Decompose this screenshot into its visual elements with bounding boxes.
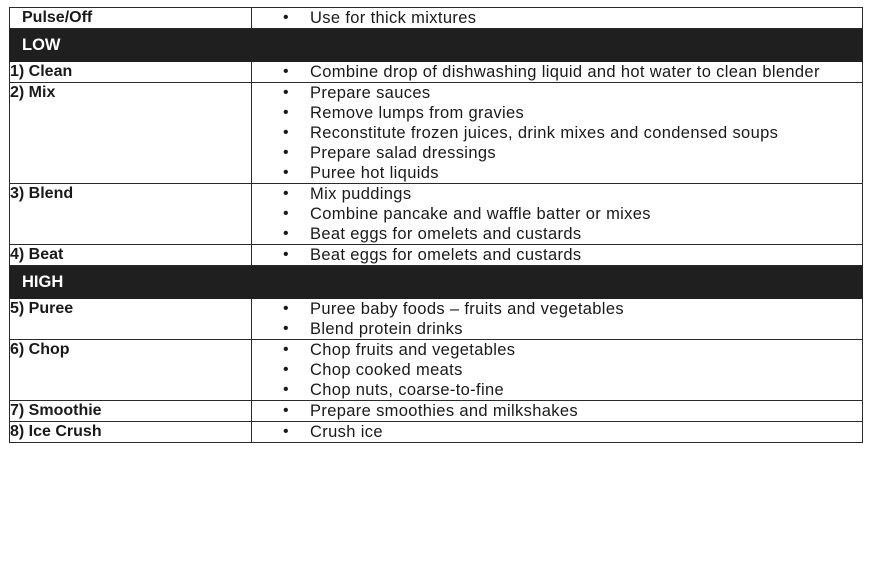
use-item (252, 422, 862, 442)
use-text: Beat eggs for omelets and custards (310, 246, 582, 264)
table-row (10, 8, 863, 29)
bullet-icon: • (283, 341, 289, 358)
use-text: Reconstitute frozen juices, drink mixes and condensed soups (310, 124, 779, 142)
use-item (252, 380, 862, 400)
use-item (252, 299, 862, 319)
bullet-icon: • (283, 63, 289, 80)
setting-name: Pulse/Off (10, 8, 252, 29)
bullet-icon: • (283, 423, 289, 440)
bullet-icon: • (283, 164, 289, 181)
use-text: Chop cooked meats (310, 361, 463, 379)
bullet-icon: • (283, 9, 289, 26)
uses-cell (252, 422, 863, 443)
uses-cell (252, 83, 863, 184)
use-text: Chop nuts, coarse-to-fine (310, 381, 505, 399)
use-item (252, 123, 862, 143)
setting-name: 6) Chop (10, 340, 252, 401)
uses-cell (252, 184, 863, 245)
setting-name: 5) Puree (10, 299, 252, 340)
use-text: Puree hot liquids (310, 164, 439, 182)
bullet-icon: • (283, 205, 289, 222)
uses-cell (252, 401, 863, 422)
setting-name: 8) Ice Crush (10, 422, 252, 443)
use-text: Use for thick mixtures (310, 9, 477, 27)
table-row (10, 340, 863, 401)
bullet-icon: • (283, 104, 289, 121)
use-text: Puree baby foods – fruits and vegetables (310, 300, 624, 318)
use-item (252, 103, 862, 123)
use-item (252, 163, 862, 183)
use-text: Combine drop of dishwashing liquid and hot water to clean blender (310, 63, 820, 81)
uses-cell (252, 340, 863, 401)
table-body (10, 8, 863, 443)
bullet-icon: • (283, 144, 289, 161)
bullet-icon: • (283, 185, 289, 202)
use-text: Combine pancake and waffle batter or mixes (310, 205, 651, 223)
use-text: Blend protein drinks (310, 320, 463, 338)
use-item (252, 401, 862, 421)
use-item (252, 204, 862, 224)
table-row (10, 245, 863, 266)
table-row (10, 83, 863, 184)
section-title: HIGH (10, 266, 863, 299)
bullet-icon: • (283, 225, 289, 242)
use-item (252, 184, 862, 204)
use-item (252, 224, 862, 244)
uses-cell (252, 245, 863, 266)
section-title: LOW (10, 29, 863, 62)
use-item (252, 340, 862, 360)
bullet-icon: • (283, 124, 289, 141)
bullet-icon: • (283, 361, 289, 378)
use-item (252, 8, 862, 28)
setting-name: 4) Beat (10, 245, 252, 266)
bullet-icon: • (283, 320, 289, 337)
use-item (252, 143, 862, 163)
table-row (10, 299, 863, 340)
uses-cell (252, 8, 863, 29)
uses-cell (252, 62, 863, 83)
use-item (252, 83, 862, 103)
use-item (252, 245, 862, 265)
bullet-icon: • (283, 402, 289, 419)
use-text: Prepare salad dressings (310, 144, 496, 162)
use-text: Beat eggs for omelets and custards (310, 225, 582, 243)
use-text: Crush ice (310, 423, 383, 441)
blender-settings-table (9, 7, 863, 443)
section-header (10, 266, 863, 299)
use-text: Mix puddings (310, 185, 412, 203)
use-text: Prepare smoothies and milkshakes (310, 402, 578, 420)
bullet-icon: • (283, 84, 289, 101)
use-text: Prepare sauces (310, 84, 431, 102)
table-row (10, 422, 863, 443)
uses-cell (252, 299, 863, 340)
use-item (252, 62, 862, 82)
setting-name: 7) Smoothie (10, 401, 252, 422)
table-row (10, 62, 863, 83)
bullet-icon: • (283, 300, 289, 317)
table-row (10, 184, 863, 245)
setting-name: 1) Clean (10, 62, 252, 83)
table-row (10, 401, 863, 422)
bullet-icon: • (283, 246, 289, 263)
setting-name: 3) Blend (10, 184, 252, 245)
use-item (252, 360, 862, 380)
use-text: Remove lumps from gravies (310, 104, 525, 122)
setting-name: 2) Mix (10, 83, 252, 184)
use-text: Chop fruits and vegetables (310, 341, 516, 359)
use-item (252, 319, 862, 339)
section-header (10, 29, 863, 62)
bullet-icon: • (283, 381, 289, 398)
